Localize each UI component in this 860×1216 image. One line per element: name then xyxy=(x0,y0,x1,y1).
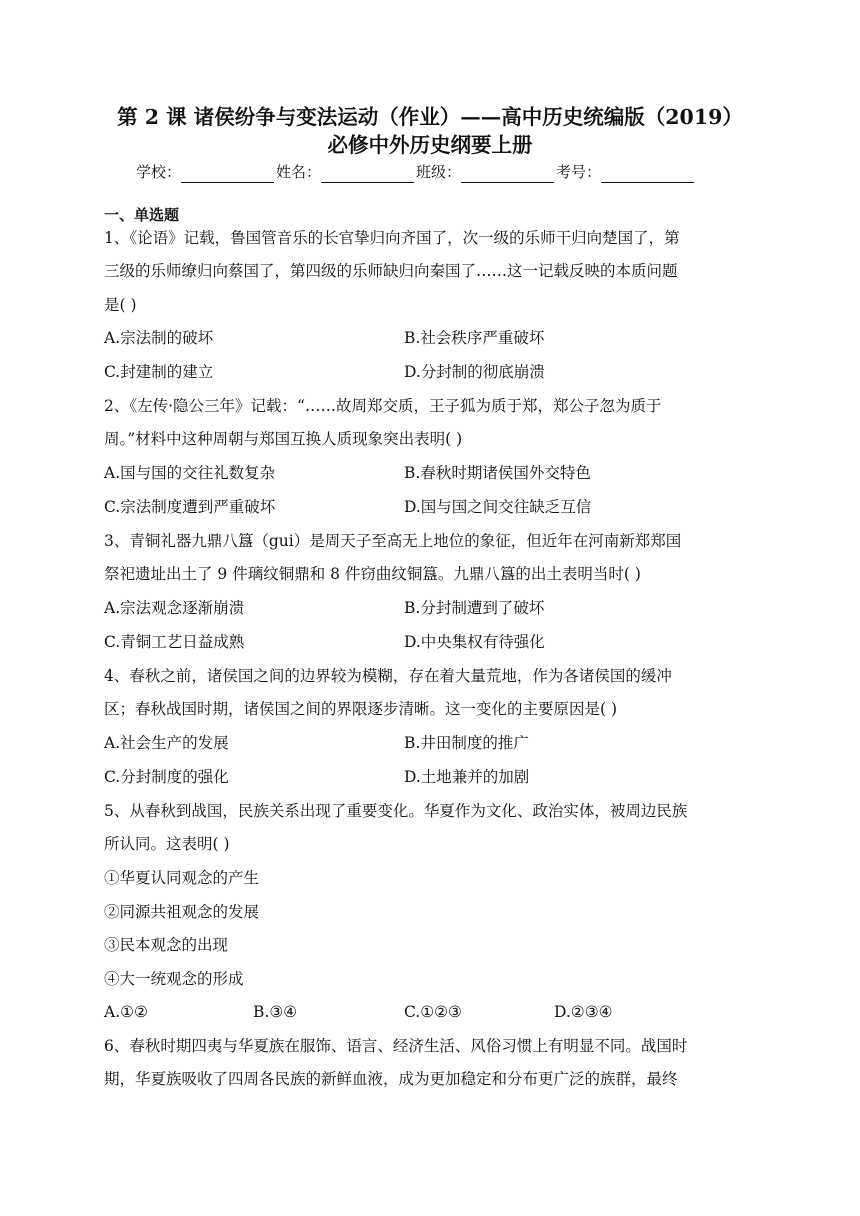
question-2-line-2: 周。”材料中这种周朝与郑国互换人质现象突出表明( ) xyxy=(104,430,463,448)
question-2-option-b[interactable]: B.春秋时期诸侯国外交特色 xyxy=(404,464,591,482)
document-title-line2: 必修中外历史纲要上册 xyxy=(327,133,533,157)
question-2-option-a[interactable]: A.国与国的交往礼数复杂 xyxy=(104,464,276,482)
exam-number-label: 考号： xyxy=(556,163,602,181)
question-3-option-d[interactable]: D.中央集权有待强化 xyxy=(404,633,545,651)
question-2-option-d[interactable]: D.国与国之间交往缺乏互信 xyxy=(404,498,592,516)
question-1-option-a[interactable]: A.宗法制的破坏 xyxy=(104,329,214,347)
question-4-option-b[interactable]: B.井田制度的推广 xyxy=(404,734,529,752)
question-5-option-d[interactable]: D.②③④ xyxy=(554,1003,613,1021)
question-4-option-d[interactable]: D.土地兼并的加剧 xyxy=(404,768,530,786)
question-6-line-1: 6、春秋时期四夷与华夏族在服饰、语言、经济生活、风俗习惯上有明显不同。战国时 xyxy=(104,1037,688,1055)
question-4-option-a[interactable]: A.社会生产的发展 xyxy=(104,734,229,752)
question-5-statement-1: ①华夏认同观念的产生 xyxy=(104,869,260,887)
class-label: 班级： xyxy=(416,163,462,181)
class-blank[interactable] xyxy=(461,166,554,183)
question-3-line-1: 3、青铜礼器九鼎八簋（gui）是周天子至高无上地位的象征，但近年在河南新郑郑国 xyxy=(104,532,682,550)
question-1-option-c[interactable]: C.封建制的建立 xyxy=(104,363,214,381)
question-5-line-1: 5、从春秋到战国，民族关系出现了重要变化。华夏作为文化、政治实体，被周边民族 xyxy=(104,802,688,820)
question-4-line-1: 4、春秋之前，诸侯国之间的边界较为模糊，存在着大量荒地，作为各诸侯国的缓冲 xyxy=(104,667,672,685)
question-3-option-c[interactable]: C.青铜工艺日益成熟 xyxy=(104,633,245,651)
question-5-option-b[interactable]: B.③④ xyxy=(253,1003,298,1021)
question-1-option-b[interactable]: B.社会秩序严重破坏 xyxy=(404,329,545,347)
question-5-statement-2: ②同源共祖观念的发展 xyxy=(104,903,260,921)
question-1-line-1: 1、《论语》记载，鲁国管音乐的长官挚归向齐国了，次一级的乐师干归向楚国了，第 xyxy=(104,229,680,247)
student-info-row xyxy=(136,161,696,183)
question-4-option-c[interactable]: C.分封制度的强化 xyxy=(104,768,229,786)
question-5-option-c[interactable]: C.①②③ xyxy=(404,1003,462,1021)
question-6-line-2: 期，华夏族吸收了四周各民族的新鲜血液，成为更加稳定和分布更广泛的族群，最终 xyxy=(104,1070,678,1088)
school-label: 学校： xyxy=(136,163,182,181)
question-2-option-c[interactable]: C.宗法制度遭到严重破坏 xyxy=(104,498,276,516)
exam-number-blank[interactable] xyxy=(601,166,694,183)
question-1-line-3: 是( ) xyxy=(104,296,137,314)
question-5-statement-4: ④大一统观念的形成 xyxy=(104,970,244,988)
section-heading: 一、单选题 xyxy=(104,206,180,224)
question-1-option-d[interactable]: D.分封制的彻底崩溃 xyxy=(404,363,545,381)
question-3-option-b[interactable]: B.分封制遭到了破坏 xyxy=(404,599,545,617)
question-5-line-2: 所认同。这表明( ) xyxy=(104,835,230,853)
name-label: 姓名： xyxy=(276,163,322,181)
name-blank[interactable] xyxy=(321,166,414,183)
question-5-statement-3: ③民本观念的出现 xyxy=(104,936,229,954)
question-5-option-a[interactable]: A.①② xyxy=(104,1003,148,1021)
question-3-option-a[interactable]: A.宗法观念逐渐崩溃 xyxy=(104,599,245,617)
question-2-line-1: 2、《左传·隐公三年》记载：“……故周郑交质，王子狐为质于郑，郑公子忽为质于 xyxy=(104,397,662,415)
document-title-line1: 第 2 课 诸侯纷争与变法运动（作业）——高中历史统编版（2019） xyxy=(117,105,743,129)
question-4-line-2: 区；春秋战国时期，诸侯国之间的界限逐步清晰。这一变化的主要原因是( ) xyxy=(104,700,618,718)
question-3-line-2: 祭祀遗址出土了 9 件璃纹铜鼎和 8 件窃曲纹铜簋。九鼎八簋的出土表明当时( ) xyxy=(104,565,641,583)
school-blank[interactable] xyxy=(181,166,274,183)
question-1-line-2: 三级的乐师缭归向蔡国了，第四级的乐师缺归向秦国了……这一记载反映的本质问题 xyxy=(104,262,678,280)
